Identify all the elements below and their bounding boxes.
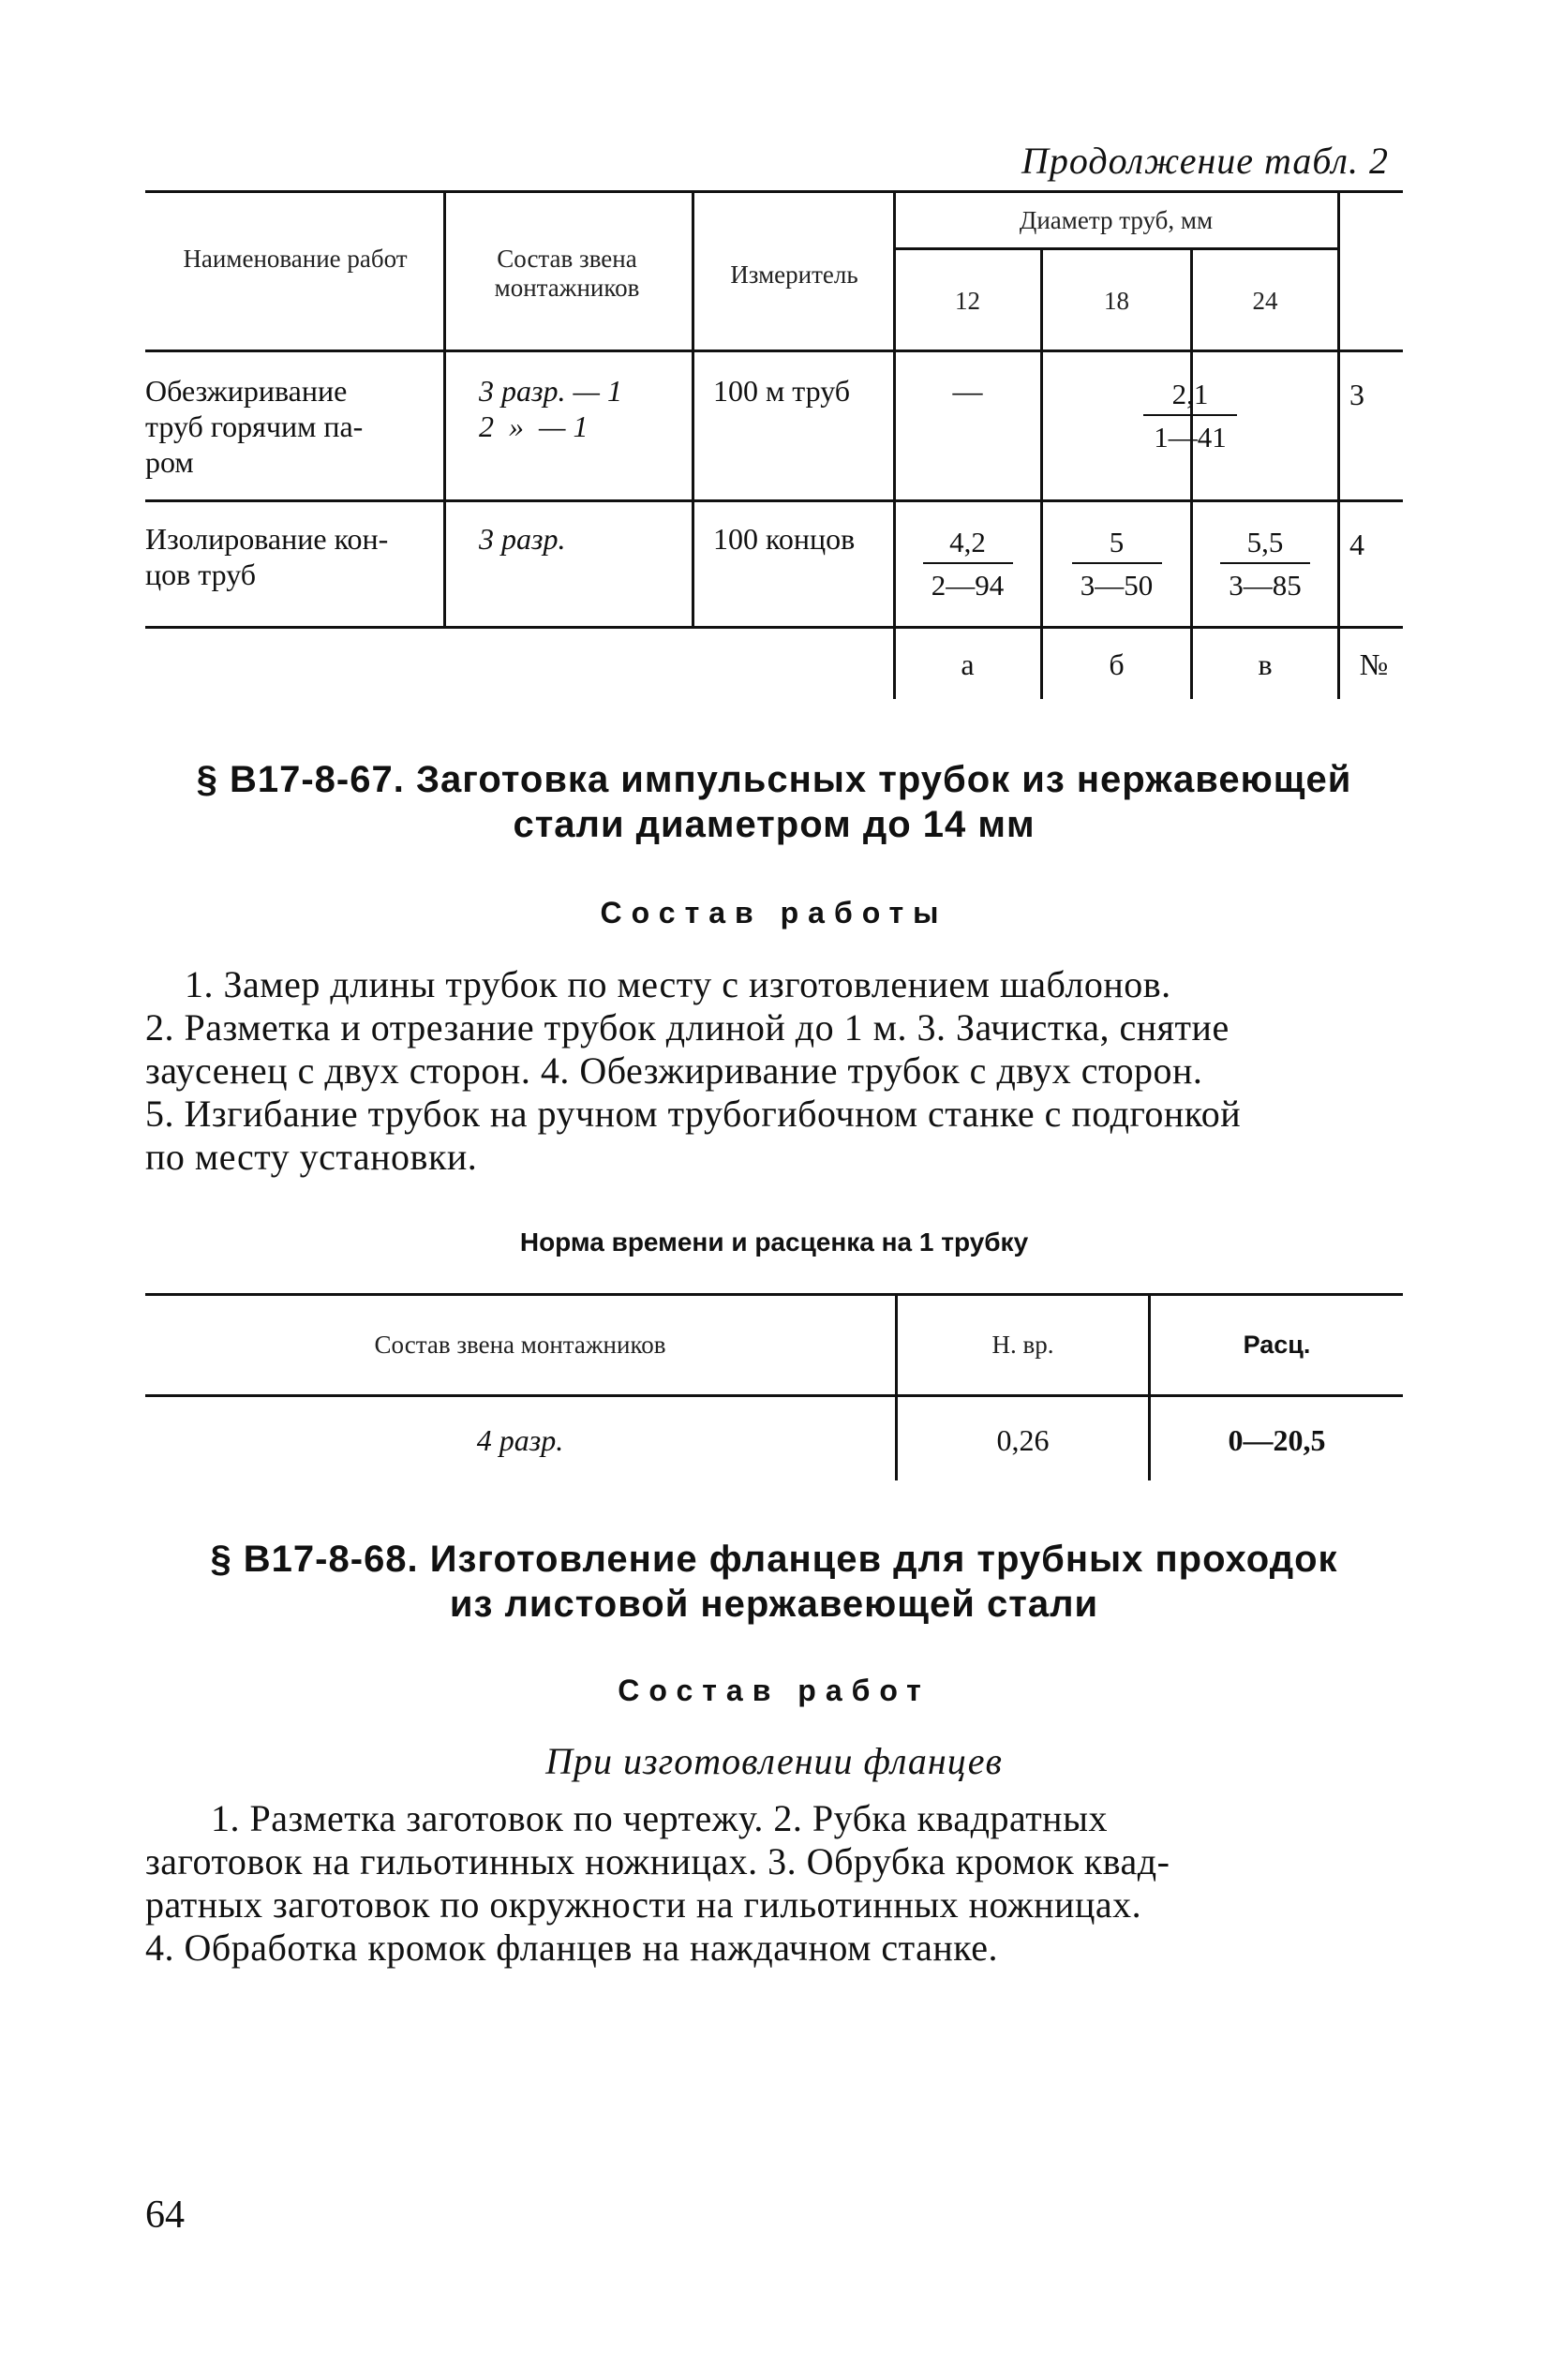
- header-crew: Состав звена монтажников: [494, 245, 640, 302]
- row1-name: Обезжиривание труб горячим па- ром: [145, 374, 364, 479]
- row2-name: Изолирование кон- цов труб: [145, 522, 389, 591]
- row2-crew: 3 разр.: [479, 522, 566, 556]
- footer-c: в: [1258, 647, 1273, 681]
- row1-unit: 100 м труб: [713, 374, 851, 408]
- section-68-title: § В17-8-68. Изготовление фланцев для трубных проходок из листовой нержавеющей стали: [210, 1539, 1338, 1625]
- header-unit: Измеритель: [730, 260, 858, 289]
- row2-d18-rate: $\frac{5}{3—50}$: [1043, 525, 1190, 603]
- section-68-composition-heading: Состав работ: [618, 1673, 931, 1707]
- header-works: Наименование работ: [183, 245, 408, 273]
- row2-d24-rate: $\frac{5,5}{3—85}$: [1193, 525, 1337, 603]
- row2-d12-rate: $\frac{4,2}{2—94}$: [895, 525, 1040, 603]
- row2-unit: 100 концов: [713, 522, 856, 556]
- row1-d18-24-rate: $\frac{2,1}{1—41}$: [1043, 377, 1337, 455]
- norm-title: Норма времени и расценка на 1 трубку: [519, 1227, 1029, 1257]
- section-68-subheading: При изготовлении фланцев: [545, 1740, 1003, 1782]
- footer-number: №: [1359, 647, 1389, 681]
- page-number: 64: [145, 2194, 185, 2237]
- row1-number: 3: [1349, 378, 1364, 411]
- norm-header-time: Н. вр.: [991, 1331, 1054, 1359]
- row1-d12: —: [952, 374, 983, 408]
- section-68-text: 1. Разметка заготовок по чертежу. 2. Рубка квадратных заготовок на гильотинных ножницах. 3. Обрубка кромок квад- ратных заготовок по окружности на гильотинных ножницах. 4. Обработка кромок фланцев на наждачном станке.: [145, 1797, 1170, 1969]
- norm-rate-value: 0—20,5: [1228, 1423, 1326, 1457]
- row2-number: 4: [1349, 528, 1364, 561]
- section-67-text: 1. Замер длины трубок по месту с изготовлением шаблонов. 2. Разметка и отрезание трубок длиной до 1 м. 3. Зачистка, снятие заусенец с двух сторон. 4. Обезжиривание трубок с двух сторон. 5. Изгибание трубок на ручном трубогибочном станке с подгонкой по месту установки.: [145, 963, 1242, 1178]
- continued-table: [145, 190, 1403, 699]
- row1-crew: 3 разр. — 1 2 » — 1: [479, 374, 622, 443]
- table-caption: Продолжение табл. 2: [1021, 140, 1389, 182]
- header-diameter: Диаметр труб, мм: [1019, 206, 1214, 234]
- header-d12: 12: [955, 287, 980, 315]
- section-67-composition-heading: Состав работы: [600, 896, 948, 930]
- norm-crew-value: 4 разр.: [476, 1423, 564, 1457]
- footer-b: б: [1109, 647, 1125, 681]
- norm-table: [145, 1293, 1403, 1480]
- footer-a: а: [961, 647, 975, 681]
- header-d18: 18: [1104, 287, 1129, 315]
- section-67-title: § В17-8-67. Заготовка импульсных трубок из нержавеющей стали диаметром до 14 мм: [196, 759, 1352, 845]
- norm-header-crew: Состав звена монтажников: [374, 1331, 666, 1359]
- norm-time-value: 0,26: [996, 1423, 1050, 1457]
- header-d24: 24: [1252, 287, 1278, 315]
- norm-header-rate: Расц.: [1243, 1331, 1311, 1359]
